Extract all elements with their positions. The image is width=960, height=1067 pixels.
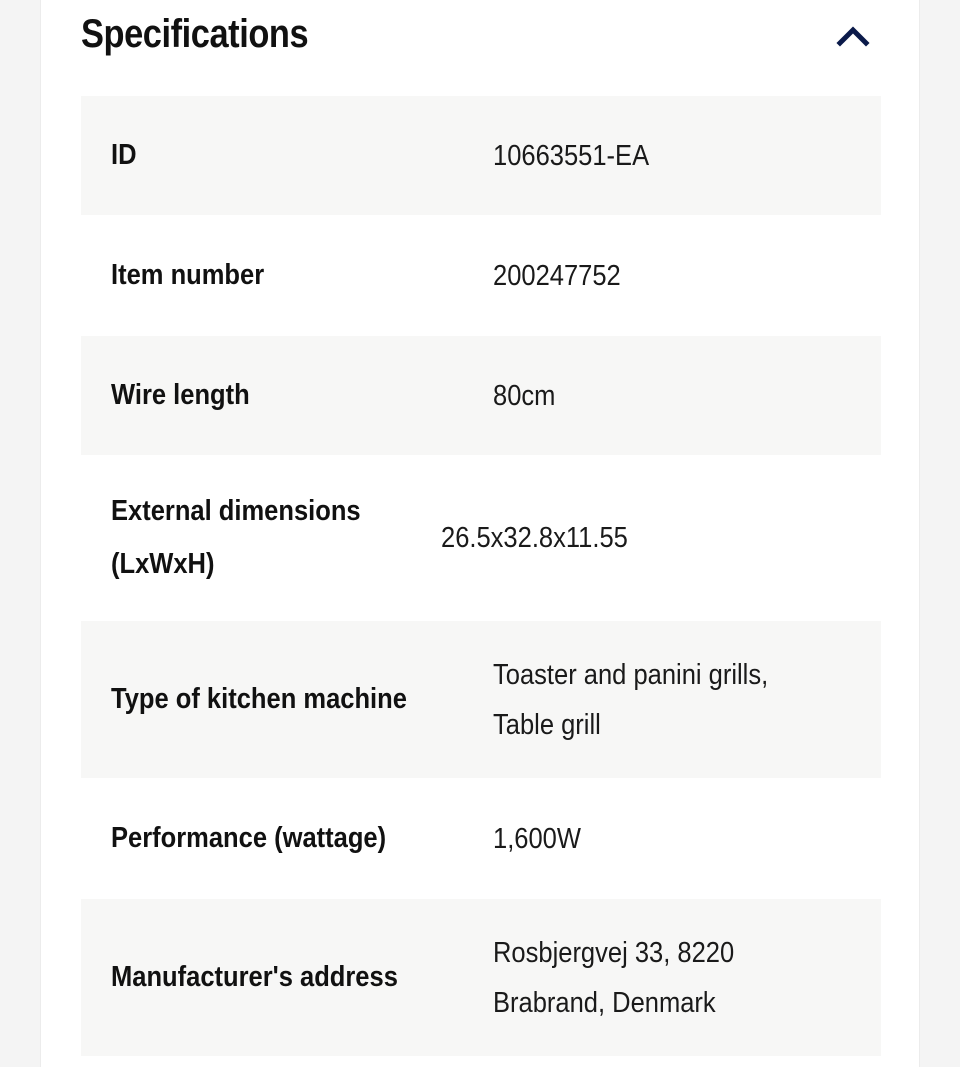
spec-label: Type of kitchen machine <box>111 683 407 715</box>
spec-label: External dimensions (LxWxH) <box>111 495 361 580</box>
specifications-header[interactable] <box>81 0 881 76</box>
spec-label: Performance (wattage) <box>111 822 387 854</box>
spec-value: Rosbjergvej 33, 8220 Brabrand, Denmark <box>493 936 735 1019</box>
spec-value: Toaster and panini grills, Table grill <box>493 658 769 741</box>
spec-row-external-dimensions <box>81 455 881 621</box>
spec-value: 1,600W <box>493 822 581 855</box>
spec-value: 26.5x32.8x11.55 <box>441 522 628 554</box>
collapse-toggle-button[interactable] <box>833 18 873 54</box>
chevron-up-icon <box>836 25 870 47</box>
spec-row-performance <box>81 778 881 899</box>
spec-row-wire-length <box>81 336 881 455</box>
spec-row-id <box>81 96 881 215</box>
spec-label: Wire length <box>111 379 250 411</box>
spec-label: Item number <box>111 259 265 291</box>
spec-row-manufacturer-address <box>81 899 881 1056</box>
section-title: Specifications <box>81 12 309 56</box>
specifications-card <box>40 0 920 1067</box>
spec-label: Manufacturer's address <box>111 961 398 993</box>
spec-value: 80cm <box>493 379 556 412</box>
spec-value: 200247752 <box>493 259 621 292</box>
spec-row-kitchen-machine-type <box>81 621 881 778</box>
spec-value: 10663551-EA <box>493 139 650 172</box>
specifications-table <box>81 96 881 1056</box>
spec-row-item-number <box>81 215 881 336</box>
spec-label: ID <box>111 139 137 171</box>
